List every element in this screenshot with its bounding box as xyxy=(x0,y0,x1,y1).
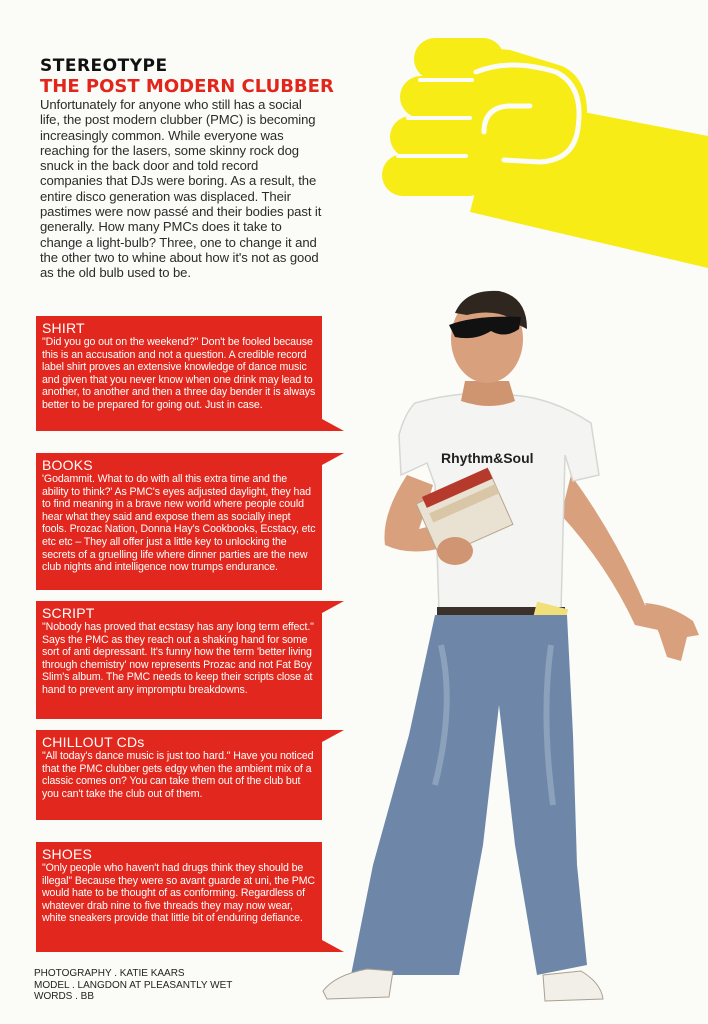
section-title: BOOKS xyxy=(42,457,93,473)
model-photo xyxy=(315,285,705,1005)
section-body: "Nobody has proved that ecstasy has any long term effect." Says the PMC as they reach out a shaking hand for some sort of anti depressant. It's funny how the term 'better living through chemistry' now represents Prozac and not Fat Boy Slim's album. The PMC needs to keep their scripts close at hand to prevent any impromptu breakdowns. xyxy=(42,621,314,696)
credit-photography: PHOTOGRAPHY . KATIE KAARS xyxy=(34,968,185,979)
section-title: CHILLOUT CDs xyxy=(42,734,145,750)
section-body: "Only people who haven't had drugs think they should be illegal" Because they were so avant guarde at uni, the PMC would hate to be thought of as conforming. Regardless of whatever drab nine to five threads they may now wear, white sneakers provide that little bit of enduring defiance. xyxy=(42,862,315,925)
credit-words: WORDS . BB xyxy=(34,991,95,1002)
section-script xyxy=(36,601,322,719)
section-shirt xyxy=(36,316,322,431)
article-header xyxy=(40,56,370,98)
section-books xyxy=(36,453,322,590)
fist-icon xyxy=(380,36,708,276)
section-kicker: STEREOTYPE xyxy=(40,56,168,76)
section-body: 'Godammit. What to do with all this extra time and the ability to think?' As PMC's eyes adjusted daylight, they had to find meaning in a brave new world where people could hear what they said and expose them as socially inept fools. Prozac Nation, Donna Hay's Cookbooks, Ecstacy, etc etc etc – They all offer just a little key to unlocking the secrets of a gruelling life where dinner parties are the new club nights and intelligence now trumps endurance. xyxy=(42,473,316,574)
credit-model: MODEL . LANGDON AT PLEASANTLY WET xyxy=(34,979,233,991)
article-headline: THE POST MODERN CLUBBER xyxy=(40,76,334,97)
photo-credits xyxy=(34,968,294,1003)
section-body: "Did you go out on the weekend?" Don't be fooled because this is an accusation and not a question. A credible record label shirt proves an extensive knowledge of dance music and given that you never know when one drink may lead to another, to another and then a three day bender it is always better to be prepared for going out. Just in case. xyxy=(42,336,316,411)
shirt-print: Rhythm&Soul xyxy=(441,450,534,466)
section-title: SCRIPT xyxy=(42,605,95,621)
section-shoes xyxy=(36,842,322,952)
section-title: SHIRT xyxy=(42,320,85,336)
intro-paragraph: Unfortunately for anyone who still has a social life, the post modern clubber (PMC) is becoming increasingly common. While everyone was reaching for the lasers, some skinny rock dog snuck in the back door and told record companies that DJs were boring. As a result, the entire disco generation was displaced. Their pastimes were now passé and their bodies past it generally. How many PMCs does it take to change a light-bulb? Three, one to change it and the other two to whine about how it's not as good as the old bulb used to be. xyxy=(40,97,322,281)
section-title: SHOES xyxy=(42,846,93,862)
section-body: "All today's dance music is just too hard." Have you noticed that the PMC clubber gets edgy when the ambient mix of a classic comes on? You can take them out of the club but you can't take the club out of them. xyxy=(42,750,314,800)
section-chillout-cds xyxy=(36,730,322,820)
